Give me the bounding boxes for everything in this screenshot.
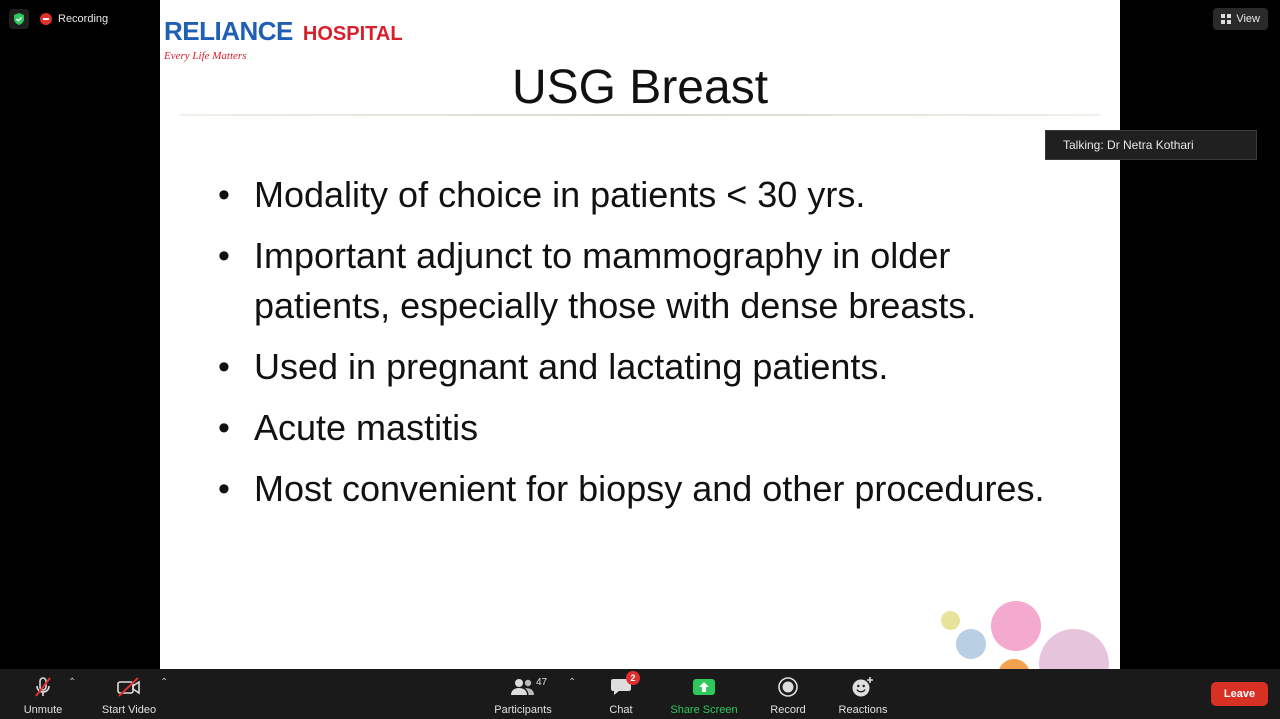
bullet-list (218, 170, 1078, 525)
shared-screen-slide (160, 0, 1120, 669)
logo-hospital: HOSPITAL (302, 23, 403, 45)
participants-button[interactable] (492, 669, 554, 719)
reactions-button[interactable] (836, 669, 890, 719)
title-divider (180, 114, 1100, 116)
active-speaker-indicator: Talking: Dr Netra Kothari (1045, 130, 1257, 160)
grid-view-icon (1221, 14, 1231, 24)
bullet-item: • Acute mastitis (218, 403, 1078, 453)
recording-indicator[interactable] (40, 10, 108, 28)
leave-button[interactable]: Leave (1211, 682, 1268, 706)
record-label: Record (770, 704, 806, 716)
audio-options-caret[interactable]: ⌃ (68, 677, 77, 688)
record-button[interactable] (768, 669, 808, 719)
participants-options-caret[interactable]: ⌃ (568, 677, 577, 688)
share-screen-button[interactable] (670, 669, 738, 719)
muted-microphone-icon (31, 675, 55, 699)
bullet-item: • Most convenient for biopsy and other procedures. (218, 464, 1078, 514)
unmute-button[interactable] (20, 669, 66, 719)
decor-circle-pink (991, 601, 1041, 651)
logo-tagline: Every Life Matters (164, 50, 247, 62)
record-icon (777, 676, 799, 698)
bullet-item: • Modality of choice in patients < 30 yrs. (218, 170, 1078, 220)
view-button[interactable] (1213, 8, 1268, 30)
video-off-icon (116, 676, 142, 698)
decor-circle-mauve (1039, 629, 1109, 669)
meeting-toolbar (0, 669, 1280, 719)
start-video-label: Start Video (101, 704, 157, 716)
decor-circle-yellow (941, 611, 960, 630)
start-video-button[interactable] (100, 669, 158, 719)
participants-icon (510, 677, 536, 697)
reliance-hospital-logo (164, 16, 403, 62)
video-options-caret[interactable]: ⌃ (160, 677, 169, 688)
reactions-label: Reactions (838, 704, 888, 716)
view-label: View (1236, 13, 1260, 25)
logo-brand: RELIANCE (164, 16, 293, 46)
bullet-item: • Used in pregnant and lactating patients. (218, 342, 1078, 392)
share-screen-icon (692, 678, 716, 696)
security-shield-icon[interactable] (9, 9, 29, 29)
decor-circle-blue (956, 629, 986, 659)
chat-button[interactable] (604, 669, 638, 719)
recording-icon (40, 13, 52, 25)
share-screen-label: Share Screen (670, 704, 738, 716)
decor-circle-orange (998, 659, 1030, 669)
participants-label: Participants (494, 704, 552, 716)
participants-count: 47 (536, 677, 548, 688)
recording-label: Recording (58, 13, 109, 25)
chat-unread-badge: 2 (626, 671, 640, 685)
reactions-icon (851, 676, 875, 698)
slide-title: USG Breast (511, 61, 769, 114)
bullet-item: • Important adjunct to mammography in older patients, especially those with dense breasts. (218, 231, 1078, 331)
chat-label: Chat (609, 704, 633, 716)
unmute-label: Unmute (23, 704, 63, 716)
